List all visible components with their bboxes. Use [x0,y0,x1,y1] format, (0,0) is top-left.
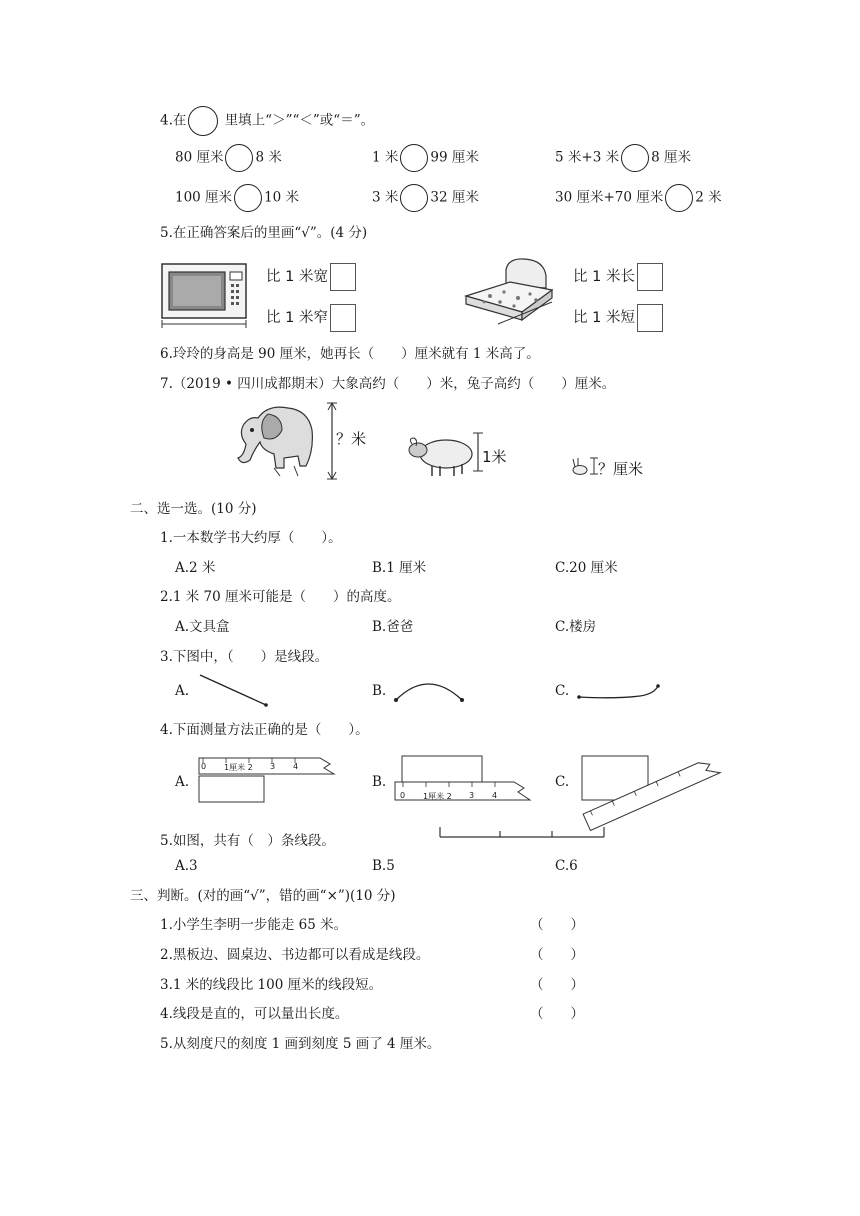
compare-item-6: 30 厘米+70 厘米 2 米 [555,184,722,212]
answer-box-longer[interactable] [637,263,663,291]
s2-question-3: 3.下图中，（ ）是线段。 [160,649,329,665]
s2-q1-option-c[interactable]: C.20 厘米 [555,560,618,576]
ruler-figure-c [576,748,736,812]
question-7: 7.（2019 • 四川成都期末）大象高约（ ）米，兔子高约（ ）厘米。 [160,376,616,392]
answer-box-wider[interactable] [330,263,356,291]
figure-c-curve [576,680,662,702]
s2-q2-option-a[interactable]: A.文具盒 [175,619,230,635]
ruler-figure-b [394,754,540,804]
option-shorter: 比 1 米短 [573,304,663,332]
elephant-height-label: ？米 [336,430,367,448]
s2-question-1: 1.一本数学书大约厚（ ）。 [160,530,342,546]
s2-q3-option-a[interactable]: A. [175,683,190,699]
judge-item-5: 5.从刻度尺的刻度 1 画到刻度 5 画了 4 厘米。 [160,1036,441,1052]
s2-q3-option-b[interactable]: B. [372,683,387,699]
elephant-illustration [228,400,320,480]
section-2-title: 二、选一选。(10 分) [130,501,257,517]
segment-count-figure [438,826,608,840]
judge-item-2: 2.黑板边、圆桌边、书边都可以看成是线段。 [160,947,430,963]
judge-item-3: 3.1 米的线段比 100 厘米的线段短。 [160,977,383,993]
s2-q4-option-c[interactable]: C. [555,774,570,790]
s2-q5-option-a[interactable]: A.3 [175,858,198,874]
s2-q2-option-b[interactable]: B.爸爸 [372,619,414,635]
ruler-figure-a [198,756,338,804]
answer-circle-1[interactable] [225,144,253,172]
option-longer: 比 1 米长 [573,263,663,291]
ruler-a-tick-4: 4 [293,762,299,771]
judge-item-1: 1.小学生李明一步能走 65 米。 [160,917,348,933]
s2-question-5: 5.如图，共有（ ）条线段。 [160,833,335,849]
compare-item-3: 5 米+3 米 8 厘米 [555,144,691,172]
answer-circle-5[interactable] [400,184,428,212]
judge-answer-1[interactable]: （ ） [530,917,584,933]
ruler-b-tick-1: 1厘米 2 [423,792,452,801]
answer-circle-4[interactable] [234,184,262,212]
figure-a-segment [196,672,270,708]
s2-question-2: 2.1 米 70 厘米可能是（ ）的高度。 [160,589,401,605]
sheep-height-label: 1米 [482,448,507,466]
compare-item-5: 3 米 32 厘米 [372,184,479,212]
option-wider: 比 1 米宽 [266,263,356,291]
s2-q3-option-c[interactable]: C. [555,683,570,699]
figure-b-arc [392,676,466,704]
s2-q5-option-c[interactable]: C.6 [555,858,578,874]
judge-answer-2[interactable]: （ ） [530,947,584,963]
s2-q4-option-a[interactable]: A. [175,774,190,790]
s2-question-4: 4.下面测量方法正确的是（ ）。 [160,722,369,738]
answer-box-shorter[interactable] [637,304,663,332]
section-3-title: 三、判断。(对的画“√”，错的画“×”)(10 分) [130,888,396,904]
s2-q1-option-b[interactable]: B.1 厘米 [372,560,427,576]
s2-q4-option-b[interactable]: B. [372,774,387,790]
ruler-a-tick-1: 1厘米 2 [224,763,253,772]
compare-item-4: 100 厘米 10 米 [175,184,299,212]
bed-illustration [460,256,560,332]
ruler-b-tick-0: 0 [400,791,406,800]
question-6: 6.玲玲的身高是 90 厘米，她再长（ ）厘米就有 1 米高了。 [160,346,540,362]
answer-box-narrower[interactable] [330,304,356,332]
compare-item-1: 80 厘米 8 米 [175,144,282,172]
microwave-illustration [160,262,250,328]
answer-circle-6[interactable] [665,184,693,212]
s2-q2-option-c[interactable]: C.楼房 [555,619,597,635]
rabbit-illustration [570,457,590,475]
option-narrower: 比 1 米窄 [266,304,356,332]
s2-q5-option-b[interactable]: B.5 [372,858,395,874]
ruler-a-tick-3: 3 [270,762,276,771]
judge-answer-4[interactable]: （ ） [530,1006,584,1022]
circle-blank [188,106,218,136]
question-5-title: 5.在正确答案后的里画“√”。(4 分) [160,225,368,241]
question-4-instruction: 4.在 里填上“＞”“＜”或“＝”。 [160,106,374,136]
judge-item-4: 4.线段是直的，可以量出长度。 [160,1006,349,1022]
s2-q1-option-a[interactable]: A.2 米 [175,560,216,576]
rabbit-height-arrow [590,457,598,475]
compare-item-2: 1 米 99 厘米 [372,144,479,172]
ruler-b-tick-4: 4 [492,791,498,800]
sheep-illustration [406,432,476,478]
judge-answer-3[interactable]: （ ） [530,977,584,993]
ruler-a-tick-0: 0 [201,762,207,771]
ruler-b-tick-3: 3 [469,791,475,800]
answer-circle-2[interactable] [400,144,428,172]
rabbit-height-label: ？厘米 [598,460,644,478]
answer-circle-3[interactable] [621,144,649,172]
